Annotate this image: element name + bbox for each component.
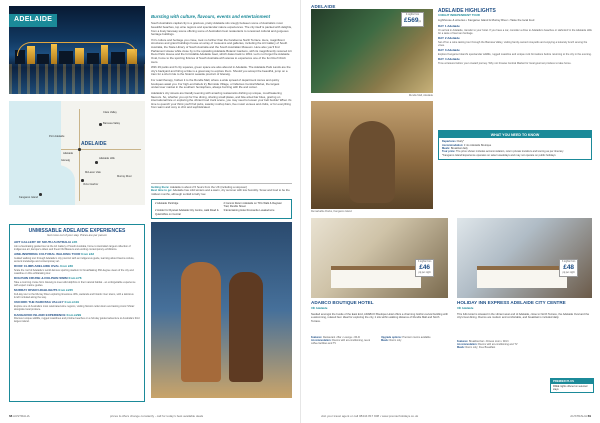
page-number: 69 bbox=[587, 414, 591, 419]
fact-label: Getting there: bbox=[151, 185, 170, 189]
intro-paragraph: With 29 parks and 6 city squares, green space are also abound in Adelaide. The Adelaide Park Lands are the city's backyard and hiring a bike is a great way to explore them. Should you accept the beautiful, jump on a tram for a short ride to the historic seaside precinct of Glenelg. bbox=[151, 65, 291, 77]
hotel-price-badge[interactable] bbox=[415, 259, 434, 277]
inclusion-item: 2 Cannot Return Adelaide on TFG Walk & Register Trail, Rundle Street bbox=[223, 202, 282, 209]
experience-title: KANGAROO ISLAND EXPERIENCE bbox=[14, 312, 66, 317]
map-marker bbox=[39, 193, 42, 196]
experience-item[interactable] bbox=[14, 277, 140, 287]
experience-price: from £245 bbox=[58, 288, 73, 293]
map-marker bbox=[99, 123, 102, 126]
street-art-photo bbox=[151, 222, 292, 398]
itinerary-day bbox=[438, 49, 592, 56]
highlights-title: ADELAIDE HIGHLIGHTS bbox=[438, 8, 496, 14]
wyntk-value: 3 nts Adelaide Boutique bbox=[463, 143, 492, 147]
day-title: DAY 3 Adelaide bbox=[438, 48, 460, 53]
intro-paragraph: For retail therapy, hotfoot it to the Rundle Mall, where a wide spread of department stores and quirky boutiques await you. For high-end labels try Burnside Village, or fabulous Central Market, the largest undercover market in the southern hemisphere, always buzzing with life and colour. bbox=[151, 78, 280, 90]
experience-desc: Take a morning cruise from Glenelg to meet wild dolphins in their natural habitat - an unforgettable experience with expert marine guides. bbox=[14, 281, 136, 288]
wyntk-label: Accommodation: bbox=[442, 143, 464, 147]
experience-title: DOLPHIN CRUISE & DOLPHIN SWIM bbox=[14, 276, 68, 281]
experience-desc: Discover unique wildlife, rugged coastlines and pristine beaches on a full-day guided adventure to Australia's third largest island. bbox=[14, 317, 140, 324]
hotel-features bbox=[311, 336, 377, 345]
what-you-need-to-know bbox=[438, 130, 592, 160]
unmissable-experiences-box bbox=[9, 224, 145, 402]
price-from: 3 nights from bbox=[405, 14, 420, 16]
footer-note: visit your travel agent or call 08444 817 908 • www.premierholidays.co.uk bbox=[321, 414, 419, 419]
photo-caption: Remarkable Rocks, Kangaroo Island bbox=[311, 210, 352, 213]
price-amount: £569 bbox=[404, 16, 419, 24]
destination-tab: ADELAIDE bbox=[311, 4, 336, 9]
highlights-list: Lighthouse & wineries • Kangaroo Island & Murray River • Taste the local food bbox=[438, 17, 535, 22]
experience-item[interactable] bbox=[14, 253, 140, 263]
experience-desc: Guided walking tour through Adelaide's city precinct with an indigenous guide, learning about Kaurna culture, ancient knowledge and contemporary art. bbox=[14, 256, 135, 263]
person-figure bbox=[229, 272, 263, 382]
experience-price: from £119 bbox=[64, 300, 79, 305]
experience-price: from £78 bbox=[68, 276, 82, 281]
feature-text: Premium rooms available bbox=[402, 336, 431, 339]
kangaroo-photo bbox=[311, 101, 433, 209]
day-desc: Set off on a wine tasting tour through the Barossa Valley, visiting family-owned vineyards and enjoying a leisurely lunch among the vines. bbox=[438, 41, 588, 48]
map-label: Adelaide bbox=[63, 152, 74, 155]
intro-article bbox=[151, 14, 292, 112]
wyntk-label: Departures: bbox=[442, 140, 457, 144]
experience-item[interactable] bbox=[14, 289, 140, 299]
map-marker bbox=[78, 148, 81, 151]
feature-text: Restaurant • Bar • Lounge • Wi-Fi bbox=[322, 336, 361, 339]
itinerary-day bbox=[438, 58, 592, 65]
price-pp: pp bbox=[418, 20, 422, 23]
map-label: Barossa Valley bbox=[103, 122, 121, 125]
feature-text: Rooms with air-conditioning and TV bbox=[478, 343, 518, 347]
footer-note: prices & offers change constantly - call for today's best available deals bbox=[110, 414, 204, 419]
intro-paragraph: If it's culture and heritage you crave, look no further than the handsome North Terrace. Here, magnificent structures and grand buildings house an array of museums and galleries, including the Art Gallery of South Australia, the State Library of South Australia and the South Australian Museum. Here also you'll find Parliament House while close by is the sprawling Adelaide Botanic Gardens, with its magnificently restored Art Deco Palm House and the formidable Adelaide Gaol, which dates back to 1841. Let's not forget the Adelaide Oval, home to the sporting fixtures of South Australia with arenas to experience one of the fun Roof Climb tours. bbox=[151, 37, 292, 64]
page-footer-left bbox=[9, 415, 30, 419]
inclusion-item: 2 Holder for Ryanair Adelaide City Centre, walk Road & Quiet/office on Central bbox=[155, 209, 219, 216]
experience-title: ART GALLERY OF SOUTH AUSTRALIA bbox=[14, 239, 72, 244]
highlights-itinerary bbox=[438, 8, 592, 67]
map-label: McLaren Vale bbox=[85, 171, 101, 174]
price-from: 3 nights from bbox=[418, 261, 432, 263]
experience-desc: Full-day tour to the Murray River exploring limestone cliffs, wetlands and historic river towns, with a delicious lunch included along the way. bbox=[14, 293, 134, 300]
price-from: 3 nights from bbox=[562, 261, 576, 263]
intro-paragraph: South Australia's capital city is a gracious, pretty Adelaide sits snugly between some of Australia's most beautiful beaches, top wine regions and spectacular nature experiences. The city itself is packed with delights, from a lively laneway scene offering some of Australia's best restaurants to renowned cultural and gorgeous heritage buildings. bbox=[151, 21, 292, 37]
unmissable-subtitle: Get more out of your stay. Prices are per person bbox=[47, 233, 107, 238]
hotel-name[interactable]: ADABCO BOUTIQUE HOTEL bbox=[311, 300, 374, 305]
price-pp: pp per night bbox=[418, 271, 431, 274]
itinerary-day bbox=[438, 37, 592, 47]
adabco-hotel-photo bbox=[311, 218, 448, 298]
experience-title: ROOF CLIMB ADELAIDE OVAL bbox=[14, 264, 60, 269]
map-road bbox=[79, 109, 80, 201]
wyntk-value: The price shown includes accommodation, return private transfers and touring as per itinerary bbox=[456, 150, 564, 154]
holiday-inn-photo bbox=[457, 218, 592, 298]
feature-text: Room only; Free Breakfast bbox=[465, 346, 496, 350]
experience-title: UNCORK THE BAROSSA VALLEY bbox=[14, 300, 64, 305]
hotel-rating: 3★ Adelaide bbox=[457, 306, 474, 310]
hero-price-badge[interactable] bbox=[401, 12, 424, 27]
photo-caption: Rundle Mall, Adelaide bbox=[408, 94, 433, 97]
experience-item[interactable] bbox=[14, 314, 140, 324]
day-title: DAY 1 Adelaide bbox=[438, 24, 460, 29]
map-label: Murray River bbox=[117, 175, 132, 178]
day-desc: On arrival in Adelaide, transfer to your hotel. If you have a car, consider a drive to Adelaide's beaches or Hahndorf in the Adelaide Hills for a taste of German heritage. bbox=[438, 29, 592, 36]
experience-price: from £60 bbox=[60, 264, 74, 269]
adelaide-map bbox=[9, 101, 145, 205]
wyntk-value: Daily* bbox=[457, 140, 465, 144]
experience-desc: Join a fascinating guided tour at the Art Gallery of South Australia, home to Australia's largest collection of indigenous art, Europe's oldest and finest Old Masters and exciting contemporary exhibitions. bbox=[14, 244, 131, 251]
fact-label: Best time to go: bbox=[151, 188, 173, 193]
hotel-name[interactable]: HOLIDAY INN EXPRESS ADELAIDE CITY CENTRE bbox=[457, 300, 566, 305]
kangaroo-figure bbox=[349, 121, 395, 203]
feature-label: Meals: bbox=[381, 339, 389, 343]
experience-item[interactable] bbox=[14, 265, 140, 275]
hotel-rating: 3★ Adelaide bbox=[311, 306, 328, 310]
map-label: Glenelg bbox=[61, 159, 70, 162]
experience-desc: Explore one of Australia's most celebrated wine regions, visiting historic cellar doors and tasting iconic Shiraz alongside local produce. bbox=[14, 305, 135, 312]
experience-price: £35 bbox=[72, 239, 78, 244]
intro-paragraph: Adelaide's city streets are literally teeming with amazing restaurants dishing up unique, mouthwatering flavours. So, whether you opt for fine dining, sharing small plates, and bite-sized bar bites, grazing on international fare or exploring the vibrant food truck scene, you may need to loosen your belt buckle! When it's time to quench your thirst you'll find pubs, swanky rooftop bars, live music venues and clubs, or for everything from warm and cosy to chic and sophisticated. bbox=[151, 90, 292, 110]
experience-title: AWE-INSPIRING CULTURAL WALKING TOUR bbox=[14, 251, 81, 256]
hotel-features bbox=[381, 336, 448, 342]
wyntk-title: WHAT YOU NEED TO KNOW bbox=[439, 131, 591, 138]
inclusion-item: 3 Entertaining Hotel Fremantle Lusaka/more bbox=[223, 209, 275, 213]
price-amount: £46 bbox=[419, 263, 431, 271]
map-marker bbox=[81, 179, 84, 182]
hotel-features bbox=[457, 340, 547, 349]
inclusion-item: 2 Adelaide Partridge bbox=[155, 202, 179, 205]
fact-text: Adelaide is about 2.5 hours from the UK (including a stopover) bbox=[169, 185, 248, 189]
map-label: Victor Harbor bbox=[83, 183, 99, 186]
wyntk-label: Tour price: bbox=[442, 150, 456, 154]
promo-title: PREMIER PLUS bbox=[551, 379, 593, 384]
promo-text: FREE nights offered on selected stays bbox=[553, 385, 588, 392]
mural-figure bbox=[181, 262, 221, 382]
river-reflection bbox=[9, 64, 145, 94]
hotel-bed bbox=[477, 266, 567, 288]
day-title: DAY 4 Adelaide bbox=[438, 57, 460, 62]
destination-tab: ADELAIDE bbox=[9, 14, 57, 27]
hotel-price-badge[interactable] bbox=[559, 259, 578, 277]
experience-item[interactable] bbox=[14, 301, 140, 311]
day-desc: Explore Kangaroo Island's spectacular wildlife, rugged coastline and unique rock formations before returning to the city in the evening. bbox=[438, 53, 592, 57]
feature-label: Accommodation: bbox=[311, 339, 332, 343]
experience-item[interactable] bbox=[14, 241, 140, 251]
map-label: Adelaide Hills bbox=[99, 157, 115, 160]
footer-label: AUSTRALIA bbox=[570, 414, 587, 419]
premier-plus-badge[interactable] bbox=[550, 378, 594, 393]
experience-price: from £32 bbox=[81, 251, 95, 256]
experience-price: from £299 bbox=[66, 312, 82, 317]
travel-facts bbox=[151, 183, 292, 196]
hotel-description: This IHG Hotel is situated in the vibrant west end of Adelaide, close to North Terrace, the Adelaide Oval and the city's best dining. Rooms are modern and comfortable, and breakfast is included daily. bbox=[457, 313, 590, 320]
package-inclusions bbox=[151, 199, 292, 219]
feature-label: Features: bbox=[311, 336, 323, 339]
intro-headline: Bursting with culture, flavours, events and entertainment bbox=[151, 14, 271, 19]
hotel-bed bbox=[331, 266, 421, 288]
feature-label: Accommodation: bbox=[457, 343, 478, 347]
wyntk-note: *Kangaroo Island Experience operates on select weekdays and may not operate on public holidays bbox=[442, 153, 556, 157]
feature-text: Room only bbox=[389, 339, 402, 343]
experience-desc: Scale the roof of Adelaide's world-famous sporting stadium for breathtaking 360-degree views of the city and coastline on this exhilarating tour. bbox=[14, 268, 134, 275]
wyntk-value: Breakfast daily bbox=[450, 147, 468, 151]
fact-text: Adelaide has mild winters and a warm, dry summer with low humidity. Snow and food to be the mildest months, although sunfall is fairly low. bbox=[151, 188, 290, 196]
feature-label: Meals: bbox=[457, 346, 465, 350]
page-number: 68 bbox=[9, 414, 13, 419]
wyntk-label: Meals: bbox=[442, 147, 451, 151]
map-marker bbox=[95, 161, 98, 164]
map-road bbox=[61, 149, 141, 150]
feature-text: Rooms with air-conditioning, tea & coffee facilities and TV bbox=[311, 339, 371, 346]
page-footer-right bbox=[570, 415, 591, 419]
price-amount: £48 bbox=[563, 263, 575, 271]
highlights-subtitle: 3 NIGHT INDEPENDENT TOUR bbox=[438, 13, 480, 18]
unmissable-title: UNMISSABLE ADELAIDE EXPERIENCES bbox=[28, 228, 126, 234]
price-pp: pp per night bbox=[562, 271, 575, 274]
day-title: DAY 2 Adelaide bbox=[438, 36, 460, 41]
right-page bbox=[300, 0, 600, 423]
experience-title: MURRAY RIVER HIGHLIGHTS bbox=[14, 288, 58, 293]
map-state-label: ADELAIDE bbox=[81, 141, 107, 147]
feature-label: Features: bbox=[457, 340, 469, 343]
hotel-description: Nestled amongst the bustle of the East End, ADABCO Boutique Hotel offers a charming Gothic-revival building with a welcoming, relaxed feel. Ideal for exploring the city, it sits within walking distance of Rundle Mall and North Terrace. bbox=[311, 313, 448, 323]
feature-label: Upgrade options: bbox=[381, 336, 402, 339]
feature-text: Breakfast bar • Fitness room • Wi-Fi bbox=[468, 340, 509, 343]
footer-label: AUSTRALIA bbox=[13, 414, 30, 419]
map-label: Kangaroo Island bbox=[19, 196, 38, 199]
day-desc: Time at leisure before your onward journey. Why not browse Central Market for local gourmet produce to take home. bbox=[438, 62, 572, 66]
itinerary-day bbox=[438, 25, 592, 35]
footbridge bbox=[17, 42, 137, 56]
map-label: Port Adelaide bbox=[49, 135, 65, 138]
map-label: Clare Valley bbox=[103, 111, 117, 114]
